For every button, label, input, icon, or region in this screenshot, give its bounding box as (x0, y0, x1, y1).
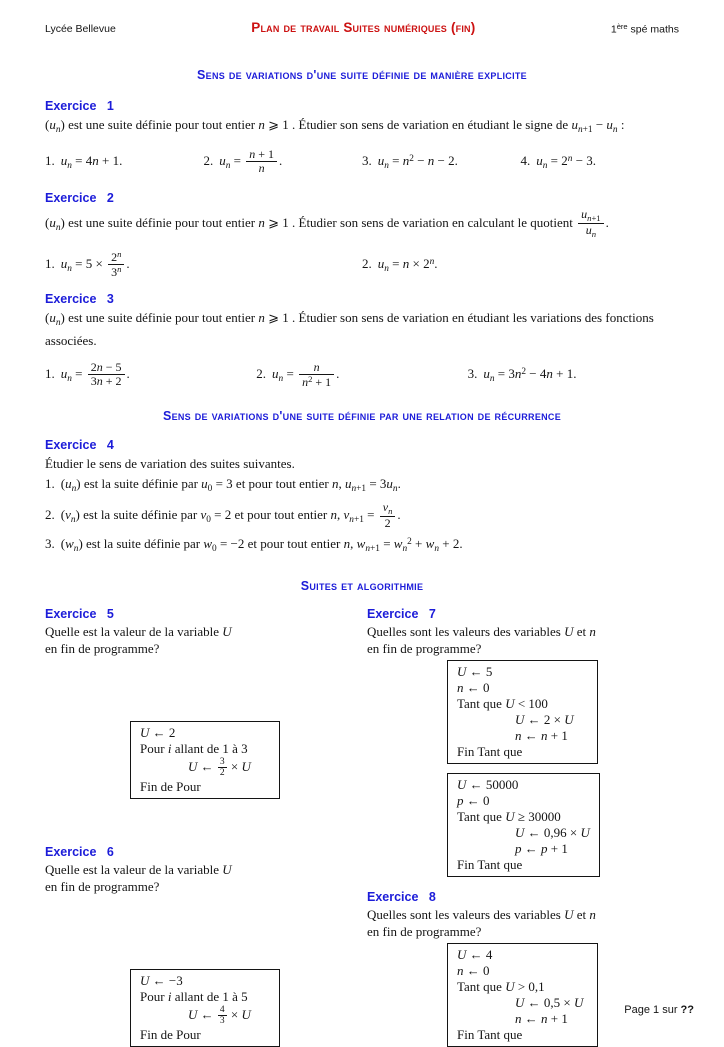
algo-columns (45, 607, 679, 1047)
code-line: U ← 2 (140, 725, 176, 740)
code-line: Tant que U < 100 (457, 696, 548, 711)
exercise-5-label: Exercice 5 (45, 607, 114, 621)
exercise-3 (45, 292, 679, 397)
list-item (362, 256, 679, 274)
item-number: 3. (362, 152, 372, 168)
exercise-8-question: Quelles sont les valeurs des variables U et n en fin de programme? (367, 907, 596, 939)
exercise-5-question: Quelle est la valeur de la variable U en fin de programme? (45, 624, 232, 656)
exercise-8-label: Exercice 8 (367, 890, 436, 904)
code-line: U ← 50000 (457, 777, 519, 792)
exercise-2-items (45, 244, 679, 286)
item-number: 1. (45, 255, 55, 271)
formula: $(w_n)$ est la suite définie par $w_0 = -2$ et pour tout entier n, $w_{n+1} = w_n^2 + w_n + 2$. (60, 536, 463, 554)
list-item (204, 148, 363, 176)
exercise-1-items (45, 141, 679, 183)
algo-column-left (45, 607, 367, 1047)
code-line: n ← n + 1 (515, 1011, 568, 1026)
algorithm-box-ex5 (130, 721, 280, 799)
code-line: n ← 0 (457, 963, 490, 978)
code-line: U ← $\frac{3}{2}$ × U (188, 757, 251, 779)
item-number: 1. (45, 365, 55, 381)
item-number: 2. (362, 255, 372, 271)
exercise-7-label: Exercice 7 (367, 607, 436, 621)
formula: $u_n = 2^n - 3$. (536, 152, 597, 171)
item-number: 3. (467, 365, 478, 381)
exercise-1-statement: $(u_n)$ est une suite définie pour tout entier n ⩾ 1 . Étudier son sens de variation en étudiant le signe de $u_{n+1} - u_n$ : (45, 117, 625, 135)
code-line: p ← 0 (457, 793, 490, 808)
section-heading-algo: Suites et algorithmie (300, 579, 424, 593)
list-item (468, 366, 679, 384)
code-line: n ← n + 1 (515, 728, 568, 743)
code-line: p ← p + 1 (515, 841, 568, 856)
algo-column-right (367, 607, 679, 1047)
list-item (45, 501, 679, 531)
formula: $(v_n)$ est la suite définie par $v_0 = 2$ et pour tout entier n, $v_{n+1}$ = $\frac{v_n}{2}$ . (60, 499, 401, 531)
list-item (45, 250, 362, 280)
page-number: Page 1 sur ?? (624, 1004, 694, 1016)
item-number: 1. (45, 152, 55, 168)
exercise-3-items (45, 353, 679, 397)
formula: $u_n$ = $\frac{n + 1}{n}$ . (219, 147, 283, 176)
code-line: n ← 0 (457, 680, 490, 695)
formula: $(u_n)$ est la suite définie par $u_0 = 3$ et pour tout entier n, $u_{n+1} = 3u_n$. (60, 475, 401, 494)
formula: $u_n = n^2 - n - 2$. (377, 152, 458, 171)
exercise-2-label: Exercice 2 (45, 190, 114, 205)
formula: $u_n = 3n^2 - 4n + 1$. (483, 365, 577, 384)
code-line: Fin Tant que (457, 1027, 523, 1042)
exercise-3-statement: $(u_n)$ est une suite définie pour tout entier n ⩾ 1 . Étudier son sens de variation en étudiant les variations des fonctions associées. (45, 309, 654, 348)
formula: $u_n = 4n + 1$. (60, 152, 123, 171)
section-heading-recurrence: Sens de variations d'une suite définie par une relation de récurrence (162, 408, 562, 423)
list-item (45, 533, 679, 559)
code-line: U ← $\frac{4}{3}$ × U (188, 1004, 251, 1027)
code-line: Pour i allant de 1 à 3 (140, 741, 248, 756)
exercise-1 (45, 99, 679, 183)
code-line: U ← 4 (457, 947, 493, 962)
code-line: U ← 0,96 × U (515, 825, 590, 840)
algorithm-box-ex7-2 (447, 773, 600, 877)
list-item (362, 153, 521, 171)
code-line: Pour i allant de 1 à 5 (140, 988, 248, 1004)
item-number: 2. (203, 152, 214, 168)
exercise-2-statement: $(u_n)$ est une suite définie pour tout entier n ⩾ 1 . Étudier son sens de variation en calculant le quotient $\frac{u_{n+1}}{u_n}$ . (45, 206, 609, 240)
formula: $u_n$ = $\frac{2n - 5}{3n + 2}$ . (60, 360, 130, 389)
formula: $u_n = n \times 2^n$. (377, 255, 438, 274)
algorithm-box-ex7-1 (447, 660, 598, 764)
exercise-6-label: Exercice 6 (45, 844, 114, 859)
item-number: 2. (256, 365, 267, 381)
code-line: Fin de Pour (140, 778, 201, 794)
code-line: Fin Tant que (457, 857, 523, 872)
algorithm-box-ex6 (130, 969, 280, 1047)
item-number: 1. (45, 475, 55, 491)
code-line: U ← 5 (457, 664, 493, 679)
item-number: 4. (520, 152, 531, 168)
exercise-6-question: Quelle est la valeur de la variable U en fin de programme? (45, 861, 232, 894)
list-item (521, 153, 680, 171)
exercise-4-label: Exercice 4 (45, 437, 114, 452)
exercise-4 (45, 438, 679, 559)
formula: $u_n$ = $\frac{n}{n^2 + 1}$ . (272, 359, 340, 389)
header-level: 1ère spé maths (610, 21, 679, 35)
code-line: Fin Tant que (457, 744, 523, 759)
item-number: 3. (45, 536, 55, 552)
code-line: Fin de Pour (140, 1026, 201, 1042)
formula: $u_n = 5$ × $\frac{2^n}{3^n}$ . (60, 249, 130, 280)
code-line: Tant que U > 0,1 (457, 979, 545, 994)
code-line: Tant que U ≥ 30000 (457, 809, 561, 824)
section-heading-explicit: Sens de variations d'une suite définie de manière explicite (197, 68, 527, 82)
exercise-1-label: Exercice 1 (45, 99, 114, 113)
list-item (45, 474, 679, 499)
doc-title: Plan de travail Suites numériques (fin) (251, 20, 476, 35)
code-line: U ← −3 (140, 972, 183, 988)
exercise-7-question: Quelles sont les valeurs des variables U et n en fin de programme? (367, 624, 596, 656)
page-header (45, 20, 679, 35)
exercise-3-label: Exercice 3 (45, 291, 114, 306)
exercise-4-intro: Étudier le sens de variation des suites suivantes. (45, 455, 295, 471)
list-item (45, 153, 204, 171)
header-school: Lycée Bellevue (45, 23, 116, 35)
list-item (256, 361, 467, 390)
algorithm-box-ex8 (447, 943, 598, 1047)
item-number: 2. (45, 506, 55, 522)
exercise-2 (45, 191, 679, 286)
code-line: U ← 2 × U (515, 712, 574, 727)
code-line: U ← 0,5 × U (515, 995, 584, 1010)
list-item (45, 361, 256, 389)
